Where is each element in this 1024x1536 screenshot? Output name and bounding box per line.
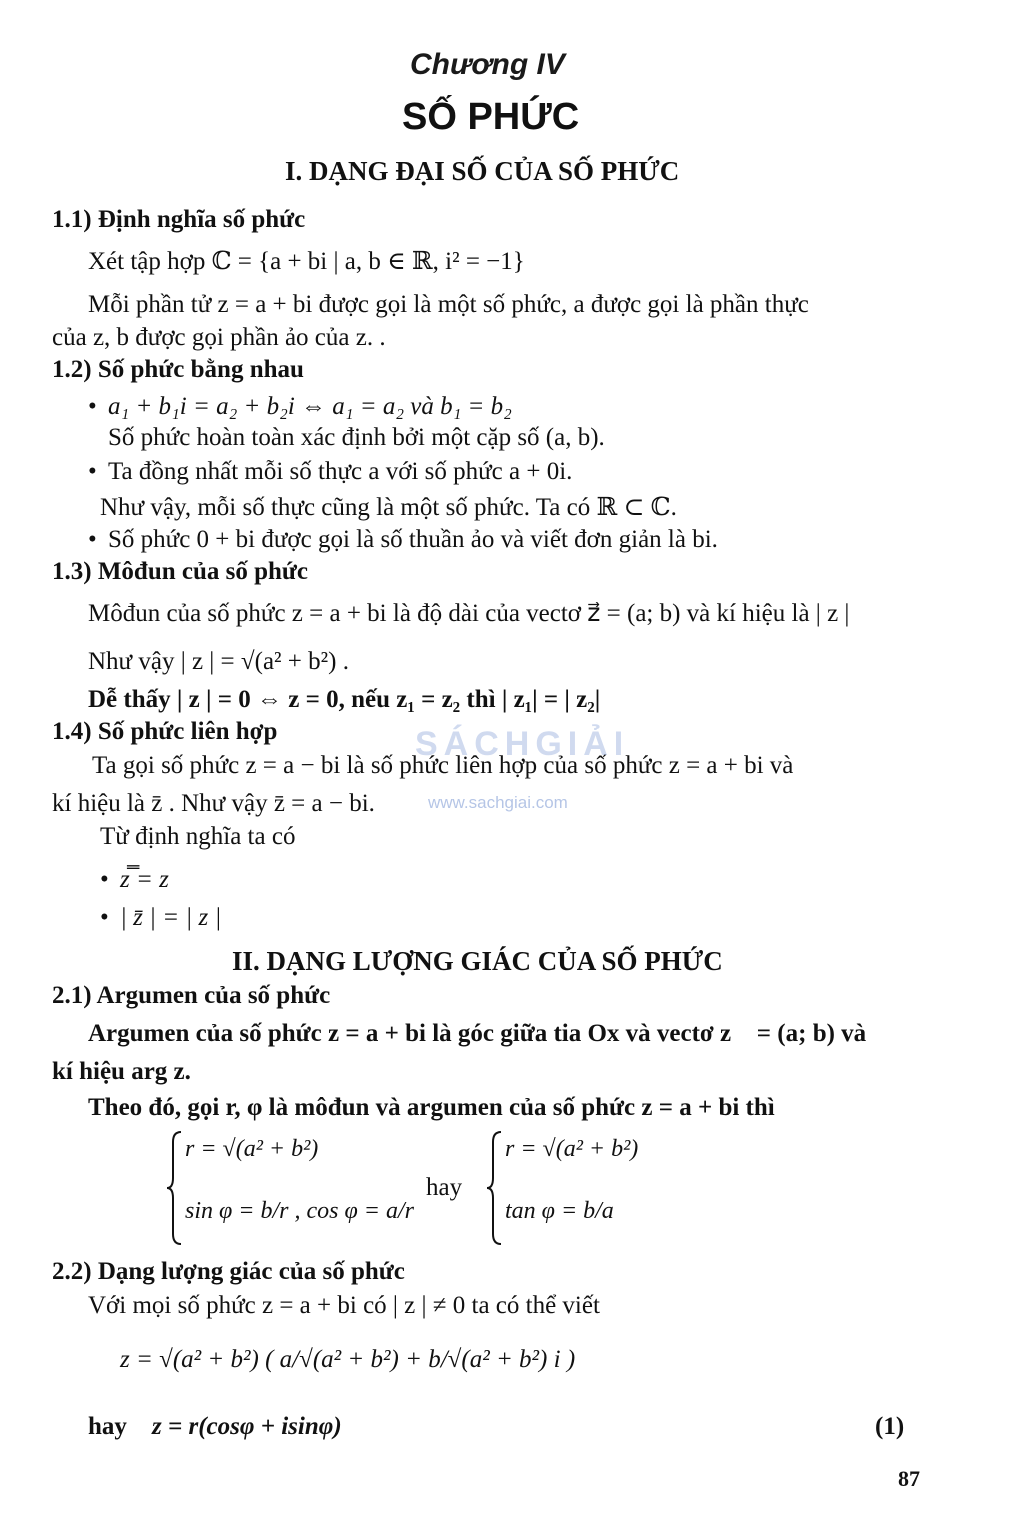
subsection-1-1-title: 1.1) Định nghĩa số phức [52, 206, 306, 233]
chapter-label: Chương IV [410, 48, 565, 81]
subset-note: Như vậy, mỗi số thực cũng là một số phức. Ta có ℝ ⊂ ℂ. [100, 494, 677, 521]
argument-relation: Theo đó, gọi r, φ là môđun và argumen của số phức z = a + bi thì [88, 1094, 775, 1121]
bullet-icon: • [100, 866, 109, 893]
modulus-property: Dễ thấy | z | = 0 ⇔ z = 0, nếu z₁ = z₂ thì | z₁| = | z₂| [88, 686, 601, 713]
conjugate-definition: Ta gọi số phức z = a − bi là số phức liên hợp của số phức z = a + bi và [92, 752, 794, 779]
subsection-1-3-title: 1.3) Môđun của số phức [52, 558, 309, 585]
bullet-double-conjugate: • z̿ = z [100, 866, 169, 893]
system-left-trig: sin φ = b/r , cos φ = a/r [185, 1198, 414, 1224]
trig-form-intro: Với mọi số phức z = a + bi có | z | ≠ 0 ta có thể viết [88, 1292, 600, 1319]
subsection-2-2-title: 2.2) Dạng lượng giác của số phức [52, 1258, 405, 1285]
modulus-formula: Như vậy | z | = √(a² + b²) . [88, 648, 349, 675]
argument-definition: Argumen của số phức z = a + bi là góc giữa tia Ox và vectơ z⃗ = (a; b) và [88, 1020, 867, 1047]
system-left-modulus: r = √(a² + b²) [185, 1136, 319, 1162]
subsection-1-4-title: 1.4) Số phức liên hợp [52, 718, 278, 745]
trig-form-result: z = r(cosφ + isinφ) [152, 1413, 342, 1440]
equality-note: Số phức hoàn toàn xác định bởi một cặp số (a, b). [108, 424, 605, 451]
bullet-identify: • Ta đồng nhất mỗi số thực a với số phức a + 0i. [88, 458, 573, 485]
system-right-tan: tan φ = b/a [505, 1198, 614, 1224]
bullet-icon: • [88, 458, 97, 485]
brace-icon [485, 1128, 505, 1248]
or-word: hay [426, 1174, 463, 1201]
system-right-modulus: r = √(a² + b²) [505, 1136, 639, 1162]
page-number: 87 [898, 1466, 920, 1491]
definition-line: Mỗi phần tử z = a + bi được gọi là một số phức, a được gọi là phần thực [88, 291, 809, 318]
watermark-brand: SÁCHGIẢI [415, 725, 630, 763]
argument-notation: kí hiệu arg z. [52, 1058, 191, 1085]
system-left [165, 1128, 425, 1248]
subsection-2-1-title: 2.1) Argumen của số phức [52, 982, 331, 1009]
bullet-icon: • [100, 904, 109, 931]
system-right [485, 1128, 685, 1248]
chapter-title: SỐ PHỨC [402, 96, 580, 138]
modulus-definition: Môđun của số phức z = a + bi là độ dài của vectơ z⃗ = (a; b) và kí hiệu là | z | [88, 600, 850, 627]
subsection-1-2-title: 1.2) Số phức bằng nhau [52, 356, 304, 383]
equation-label: (1) [875, 1413, 905, 1440]
definition-line-cont: của z, b được gọi phần ảo của z. . [52, 324, 386, 351]
from-definition: Từ định nghĩa ta có [100, 823, 296, 850]
bullet-equality: • a₁ + b₁i = a₂ + b₂i ⇔ a₁ = a₂ và b₁ = b₂ [88, 393, 512, 420]
brace-icon [165, 1128, 185, 1248]
watermark-url: www.sachgiai.com [428, 793, 568, 812]
bullet-icon: • [88, 393, 97, 420]
or-word-2: hay [88, 1413, 127, 1440]
section-1-heading: I. DẠNG ĐẠI SỐ CỦA SỐ PHỨC [285, 156, 680, 186]
set-definition: Xét tập hợp ℂ = {a + bi | a, b ∈ ℝ, i² = −1} [88, 248, 525, 275]
bullet-conjugate-modulus: • | z̄ | = | z | [100, 904, 222, 931]
bullet-pure-imaginary: • Số phức 0 + bi được gọi là số thuần ảo và viết đơn giản là bi. [88, 526, 718, 553]
section-2-heading: II. DẠNG LƯỢNG GIÁC CỦA SỐ PHỨC [232, 946, 723, 976]
trig-form-formula: z = √(a² + b²) ( a/√(a² + b²) + b/√(a² + b²) i ) [120, 1346, 576, 1373]
bullet-icon: • [88, 526, 97, 553]
conjugate-notation: kí hiệu là z̄ . Như vậy z̄ = a − bi. [52, 790, 375, 817]
